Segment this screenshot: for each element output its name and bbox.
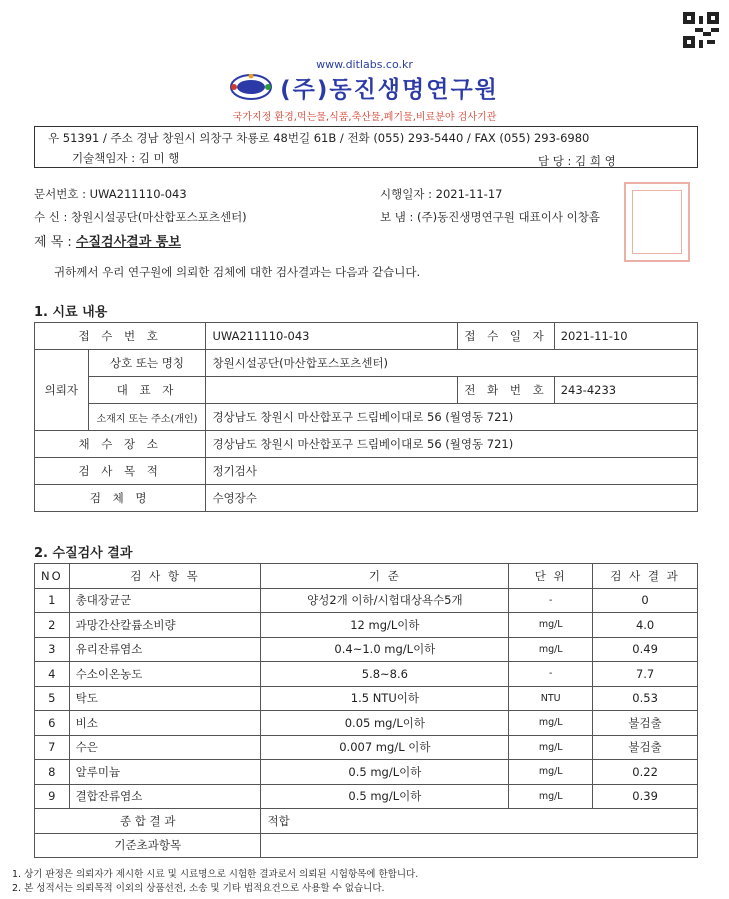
client-label: 의뢰자 <box>35 350 89 431</box>
result-item: 수은 <box>69 735 261 760</box>
result-std: 0.5 mg/L이하 <box>261 784 509 809</box>
result-unit: mg/L <box>509 735 593 760</box>
result-item: 결합잔류염소 <box>69 784 261 809</box>
result-result: 7.7 <box>593 662 698 687</box>
person-in-charge: 담 당 : 김 희 영 <box>538 154 616 168</box>
result-item: 탁도 <box>69 686 261 711</box>
overall-row <box>35 809 698 834</box>
result-no: 6 <box>35 711 70 736</box>
result-unit: - <box>509 588 593 613</box>
result-result: 불검출 <box>593 735 698 760</box>
result-unit: mg/L <box>509 784 593 809</box>
addr-value: 경상남도 창원시 마산합포구 드림베이대로 56 (월영동 721) <box>206 404 698 431</box>
rep-value <box>206 377 458 404</box>
subject-label: 제 목 : <box>34 235 72 250</box>
result-unit: NTU <box>509 686 593 711</box>
section2-title: 2. 수질검사 결과 <box>34 546 133 561</box>
header-result: 검 사 결 과 <box>593 564 698 589</box>
result-unit: mg/L <box>509 711 593 736</box>
exceed-value <box>261 833 698 858</box>
result-std: 0.05 mg/L이하 <box>261 711 509 736</box>
tagline: 국가지정 환경,먹는물,식품,축산물,폐기물,비료분야 검사기관 <box>232 112 497 123</box>
table-row <box>35 711 698 736</box>
client-name: 창원시설공단(마산합포스포츠센터) <box>206 350 698 377</box>
phone-value: 243-4233 <box>554 377 697 404</box>
subject-value: 수질검사결과 통보 <box>75 235 181 250</box>
tech-manager: 기술책임자 : 김 미 행 <box>72 151 180 165</box>
purpose-label: 검 사 목 적 <box>35 458 206 485</box>
result-result: 0.22 <box>593 760 698 785</box>
result-item: 총대장균군 <box>69 588 261 613</box>
result-std: 1.5 NTU이하 <box>261 686 509 711</box>
company-header <box>0 70 729 104</box>
table-row <box>35 613 698 638</box>
sample-value: 수영장수 <box>206 485 698 512</box>
rep-label: 대 표 자 <box>88 377 206 404</box>
result-item: 과망간산칼륨소비량 <box>69 613 261 638</box>
sender: 보 냄 : (주)동진생명연구원 대표이사 이창흠 <box>380 210 600 224</box>
result-item: 수소이온농도 <box>69 662 261 687</box>
result-no: 2 <box>35 613 70 638</box>
result-result: 0 <box>593 588 698 613</box>
purpose-value: 정기검사 <box>206 458 698 485</box>
qr-code-icon <box>683 12 719 48</box>
intro-text: 귀하께서 우리 연구원에 의뢰한 검체에 대한 검사결과는 다음과 같습니다. <box>54 265 421 279</box>
result-unit: mg/L <box>509 760 593 785</box>
results-header-row <box>35 564 698 589</box>
receipt-date: 2021-11-10 <box>554 323 697 350</box>
name-label: 상호 또는 명칭 <box>88 350 206 377</box>
footnote-2: 2. 본 성적서는 의뢰목적 이외의 상품선전, 소송 및 기타 법적요건으로 사용할 수 없습니다. <box>12 883 385 894</box>
result-std: 12 mg/L이하 <box>261 613 509 638</box>
result-result: 0.49 <box>593 637 698 662</box>
result-unit: - <box>509 662 593 687</box>
table-row <box>35 662 698 687</box>
header-unit: 단 위 <box>509 564 593 589</box>
recipient: 수 신 : 창원시설공단(마산합포스포츠센터) <box>34 210 247 224</box>
issue-date: 시행일자 : 2021-11-17 <box>380 187 503 201</box>
phone-label: 전 화 번 호 <box>458 377 554 404</box>
addr-label: 소재지 또는 주소(개인) <box>88 404 206 431</box>
sampling-label: 채 수 장 소 <box>35 431 206 458</box>
result-std: 5.8~8.6 <box>261 662 509 687</box>
result-std: 양성2개 이하/시험대상욕수5개 <box>261 588 509 613</box>
table-row <box>35 784 698 809</box>
result-std: 0.007 mg/L 이하 <box>261 735 509 760</box>
result-std: 0.4~1.0 mg/L이하 <box>261 637 509 662</box>
result-no: 7 <box>35 735 70 760</box>
result-no: 5 <box>35 686 70 711</box>
exceed-row <box>35 833 698 858</box>
result-item: 유리잔류염소 <box>69 637 261 662</box>
result-no: 8 <box>35 760 70 785</box>
result-std: 0.5 mg/L이하 <box>261 760 509 785</box>
result-unit: mg/L <box>509 613 593 638</box>
table-row <box>35 588 698 613</box>
footnote-1: 1. 상기 판정은 의뢰자가 제시한 시료 및 시료명으로 시험한 결과로서 의뢰된 시험항목에 한합니다. <box>12 869 419 880</box>
company-seal-stamp <box>624 182 690 262</box>
header-std: 기 준 <box>261 564 509 589</box>
sampling-value: 경상남도 창원시 마산합포구 드림베이대로 56 (월영동 721) <box>206 431 698 458</box>
header-no: NO <box>35 564 70 589</box>
section1-title: 1. 시료 내용 <box>34 305 108 320</box>
results-table <box>34 563 698 858</box>
receipt-no: UWA211110-043 <box>206 323 458 350</box>
header-item: 검 사 항 목 <box>69 564 261 589</box>
result-no: 3 <box>35 637 70 662</box>
sample-label: 검 체 명 <box>35 485 206 512</box>
result-no: 1 <box>35 588 70 613</box>
result-result: 0.53 <box>593 686 698 711</box>
exceed-label: 기준초과항목 <box>35 833 261 858</box>
result-unit: mg/L <box>509 637 593 662</box>
receipt-no-label: 접 수 번 호 <box>35 323 206 350</box>
result-item: 비소 <box>69 711 261 736</box>
table-row <box>35 735 698 760</box>
sample-info-table <box>34 322 698 512</box>
overall-value: 적합 <box>261 809 698 834</box>
table-row <box>35 760 698 785</box>
result-no: 4 <box>35 662 70 687</box>
overall-label: 종 합 결 과 <box>35 809 261 834</box>
result-no: 9 <box>35 784 70 809</box>
table-row <box>35 637 698 662</box>
receipt-date-label: 접 수 일 자 <box>458 323 554 350</box>
ndit-logo-icon <box>230 74 272 100</box>
result-item: 알루미늄 <box>69 760 261 785</box>
doc-number: 문서번호 : UWA211110-043 <box>34 187 187 201</box>
address-line: 우 51391 / 주소 경남 창원시 의창구 차룡로 48번길 61B / 전화 (055) 293-5440 / FAX (055) 293-6980 <box>48 131 590 145</box>
subject <box>34 231 181 250</box>
website-url: www.ditlabs.co.kr <box>316 58 413 71</box>
result-result: 4.0 <box>593 613 698 638</box>
result-result: 0.39 <box>593 784 698 809</box>
result-result: 불검출 <box>593 711 698 736</box>
table-row <box>35 686 698 711</box>
company-name: (주)동진생명연구원 <box>280 76 499 103</box>
